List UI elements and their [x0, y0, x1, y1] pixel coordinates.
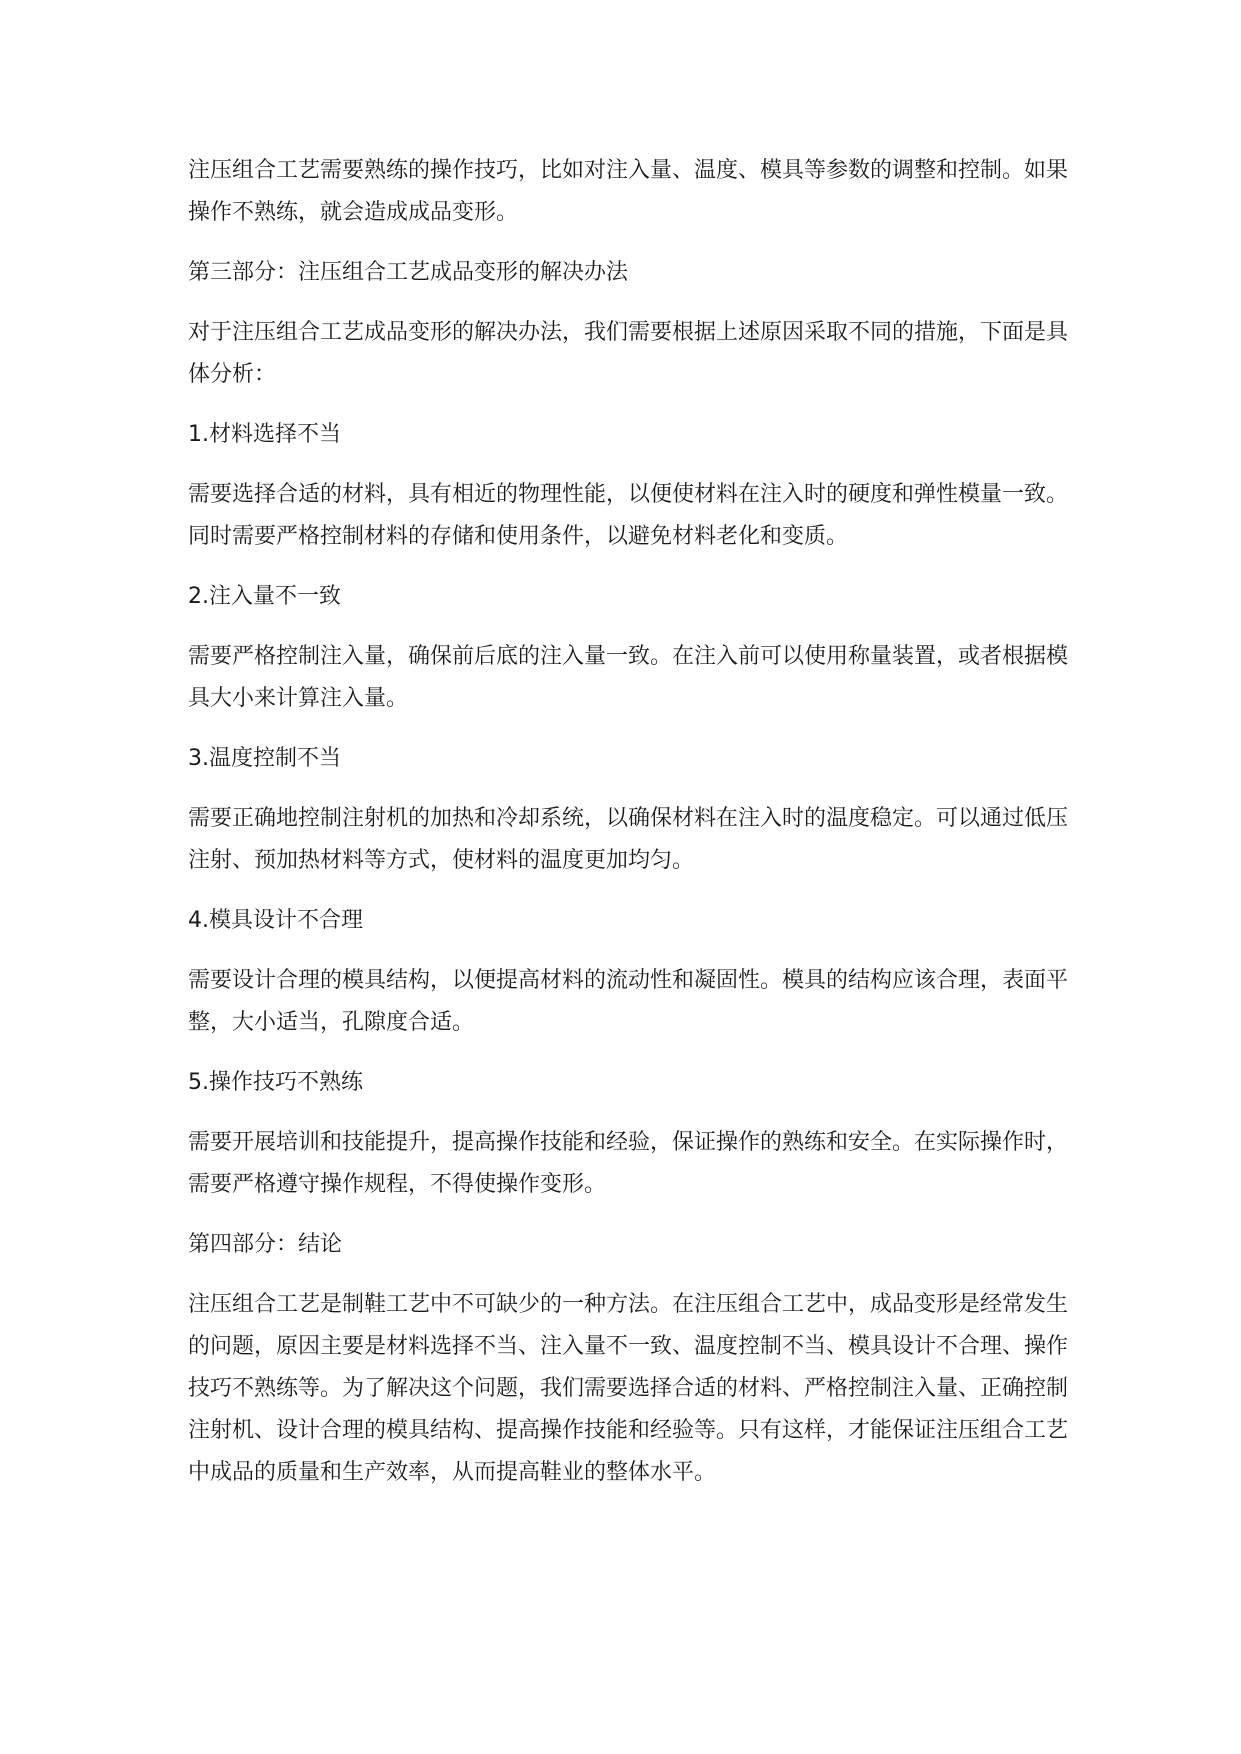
subheading-temperature-control: 3.温度控制不当 — [188, 746, 341, 771]
section-heading-part-four: 第四部分：结论 — [188, 1232, 343, 1257]
subheading-injection-amount: 2.注入量不一致 — [188, 584, 341, 609]
paragraph-injection-amount: 需要严格控制注入量，确保前后底的注入量一致。在注入前可以使用称量装置，或者根据模具大小来计算注入量。 — [188, 644, 1069, 711]
paragraph-training: 需要开展培训和技能提升，提高操作技能和经验，保证操作的熟练和安全。在实际操作时，需要严格遵守操作规程，不得使操作变形。 — [188, 1130, 1069, 1197]
paragraph-material-selection: 需要选择合适的材料，具有相近的物理性能，以便使材料在注入时的硬度和弹性模量一致。同时需要严格控制材料的存储和使用条件，以避免材料老化和变质。 — [188, 482, 1069, 549]
paragraph-mold-design: 需要设计合理的模具结构，以便提高材料的流动性和凝固性。模具的结构应该合理，表面平整，大小适当，孔隙度合适。 — [188, 968, 1069, 1035]
paragraph-solutions-intro: 对于注压组合工艺成品变形的解决办法，我们需要根据上述原因采取不同的措施，下面是具体分析： — [188, 320, 1069, 387]
document-body — [188, 150, 1078, 1512]
section-heading-part-three: 第三部分：注压组合工艺成品变形的解决办法 — [188, 260, 629, 285]
paragraph-temperature-control: 需要正确地控制注射机的加热和冷却系统，以确保材料在注入时的温度稳定。可以通过低压注射、预加热材料等方式，使材料的温度更加均匀。 — [188, 806, 1069, 873]
subheading-mold-design: 4.模具设计不合理 — [188, 908, 363, 933]
paragraph-operation-skill: 注压组合工艺需要熟练的操作技巧，比如对注入量、温度、模具等参数的调整和控制。如果操作不熟练，就会造成成品变形。 — [188, 158, 1069, 225]
subheading-operation-skill: 5.操作技巧不熟练 — [188, 1070, 363, 1095]
paragraph-conclusion: 注压组合工艺是制鞋工艺中不可缺少的一种方法。在注压组合工艺中，成品变形是经常发生的问题，原因主要是材料选择不当、注入量不一致、温度控制不当、模具设计不合理、操作技巧不熟练等。为了解决这个问题，我们需要选择合适的材料、严格控制注入量、正确控制注射机、设计合理的模具结构、提高操作技能和经验等。只有这样，才能保证注压组合工艺中成品的质量和生产效率，从而提高鞋业的整体水平。 — [188, 1292, 1069, 1485]
subheading-material-selection: 1.材料选择不当 — [188, 422, 341, 447]
